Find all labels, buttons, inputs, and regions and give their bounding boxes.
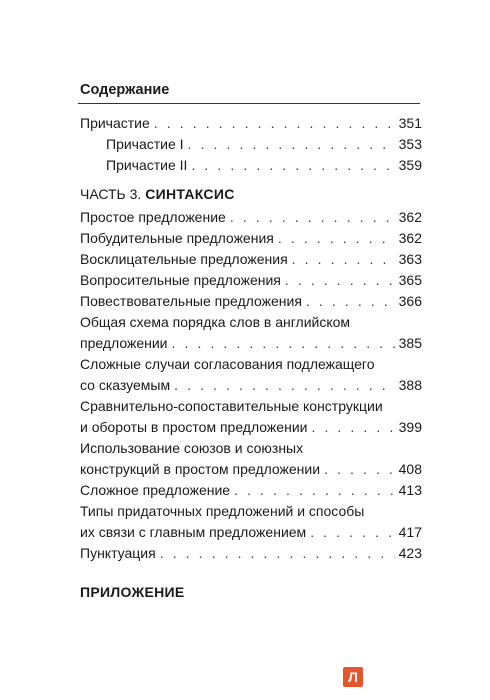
toc-entry	[80, 270, 422, 290]
dot-leader	[154, 113, 395, 133]
dot-leader	[310, 522, 394, 542]
toc-entry-label: Побудительные предложения	[80, 230, 274, 246]
toc-page-number: 408	[398, 461, 422, 477]
toc-entry	[80, 291, 422, 311]
toc-page-number: 362	[398, 230, 422, 246]
dot-leader	[292, 249, 395, 269]
toc-entry-label: со сказуемым	[80, 377, 171, 393]
toc-entry-label: Восклицательные предложения	[80, 251, 288, 267]
toc-entry	[80, 375, 422, 395]
toc-page-number: 366	[398, 293, 422, 309]
dot-leader	[188, 134, 395, 154]
toc-entry-label: Причастие I	[106, 136, 184, 152]
dot-leader	[234, 480, 395, 500]
dot-leader	[160, 543, 395, 563]
toc-page-number: 399	[398, 419, 422, 435]
toc-entry-label: Причастие II	[106, 157, 188, 173]
publisher-logo: Л	[343, 667, 363, 687]
toc-page-number: 351	[398, 115, 422, 131]
toc-entry-label: их связи с главным предложением	[80, 524, 307, 540]
toc-entry	[80, 333, 422, 353]
toc-entry-label: Сложное предложение	[80, 482, 231, 498]
toc-entry	[80, 543, 422, 563]
toc-entry	[80, 249, 422, 269]
toc-entry-line1: Общая схема порядка слов в английском	[80, 314, 351, 330]
toc-entry-label: Пунктуация	[80, 545, 156, 561]
toc-entry-label: Причастие	[80, 115, 150, 131]
running-head: Содержание	[80, 82, 170, 98]
toc-page-number: 413	[398, 482, 422, 498]
part-title: СИНТАКСИС	[145, 186, 235, 202]
toc-page-number: 353	[398, 136, 422, 152]
dot-leader	[174, 375, 395, 395]
toc-entry-label: Вопросительные предложения	[80, 272, 281, 288]
toc-entry	[80, 459, 422, 479]
toc-entry-label: и обороты в простом предложении	[80, 419, 308, 435]
header-rule	[78, 103, 420, 104]
dot-leader	[172, 333, 395, 353]
dot-leader	[278, 228, 395, 248]
toc-page-number: 359	[398, 157, 422, 173]
toc-page-number: 423	[398, 545, 422, 561]
toc-entry-label: Простое предложение	[80, 209, 226, 225]
toc-entry-line1: Использование союзов и союзных	[80, 440, 304, 456]
toc-entry-line1: Сравнительно-сопоставительные конструкции	[80, 398, 383, 414]
toc-entry-label: предложении	[80, 335, 168, 351]
toc-entry-label: Повествовательные предложения	[80, 293, 302, 309]
toc-entry	[80, 228, 422, 248]
toc-entry	[80, 522, 422, 542]
part-heading	[80, 184, 235, 204]
appendix-heading: ПРИЛОЖЕНИЕ	[80, 584, 185, 600]
toc-entry-prichastie	[80, 113, 422, 133]
toc-entry	[80, 207, 422, 227]
dot-leader	[285, 270, 395, 290]
toc-entry-label: конструкций в простом предложении	[80, 461, 321, 477]
dot-leader	[311, 417, 394, 437]
dot-leader	[191, 155, 394, 175]
toc-page-number: 388	[398, 377, 422, 393]
dot-leader	[306, 291, 395, 311]
part-prefix: ЧАСТЬ 3.	[80, 186, 142, 202]
toc-page-number: 362	[398, 209, 422, 225]
toc-entry-line1: Сложные случаи согласования подлежащего	[80, 356, 375, 372]
dot-leader	[324, 459, 395, 479]
toc-entry	[80, 417, 422, 437]
toc-page-number: 365	[398, 272, 422, 288]
toc-entry	[80, 480, 422, 500]
toc-page-number: 385	[398, 335, 422, 351]
dot-leader	[230, 207, 395, 227]
toc-page-number: 417	[398, 524, 422, 540]
toc-entry-prichastie-2	[106, 155, 422, 175]
toc-entry-line1: Типы придаточных предложений и способы	[80, 503, 365, 519]
toc-entry-prichastie-1	[106, 134, 422, 154]
toc-page-number: 363	[398, 251, 422, 267]
